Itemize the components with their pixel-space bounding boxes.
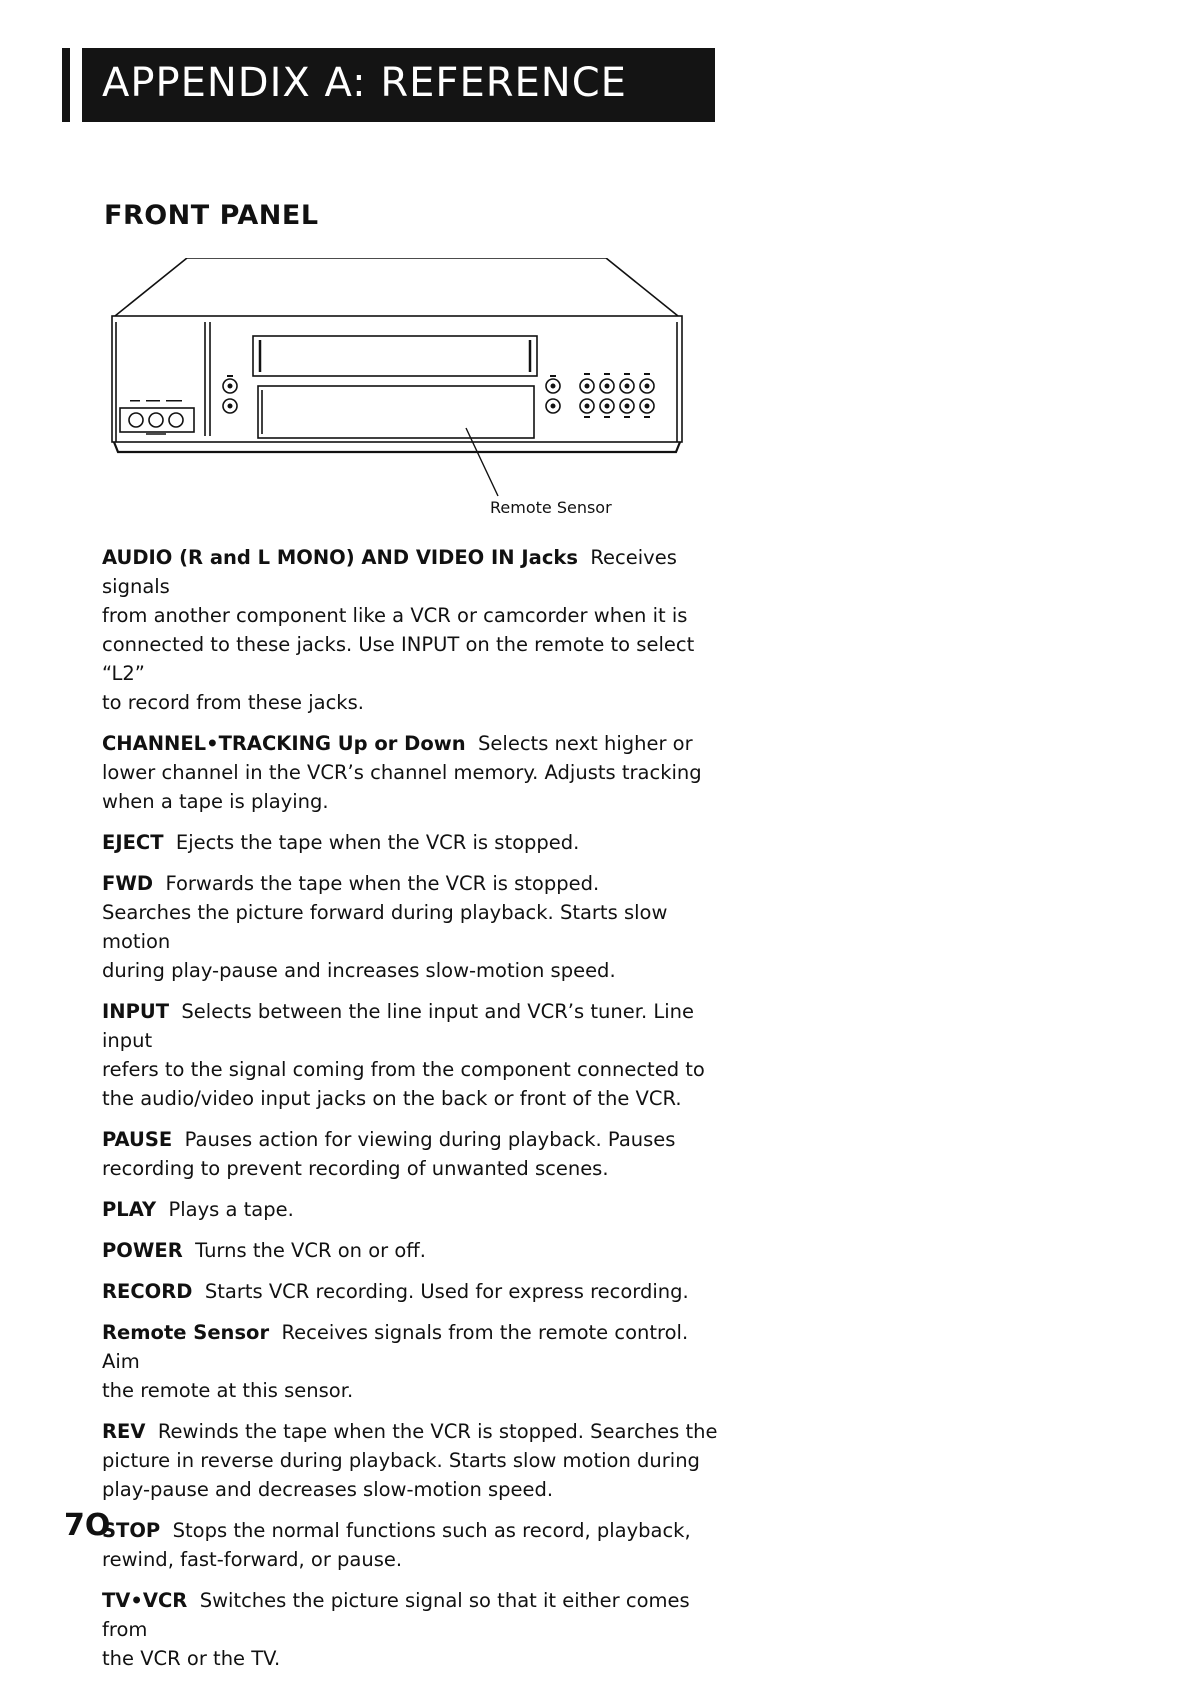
entry-description-line: rewind, fast-forward, or pause.: [102, 1548, 403, 1571]
banner-title: APPENDIX A: REFERENCE: [102, 60, 627, 106]
reference-entry: [102, 997, 727, 1113]
entry-description-line: Starts VCR recording. Used for express recording.: [204, 1280, 689, 1303]
section-title: FRONT PANEL: [104, 200, 319, 231]
jack: [149, 413, 163, 427]
entry-description-line: the audio/video input jacks on the back or front of the VCR.: [102, 1087, 682, 1110]
entry-description-line: Switches the picture signal so that it either comes from: [102, 1589, 690, 1641]
entry-description-line: Selects between the line input and VCR’s tuner. Line input: [102, 1000, 694, 1052]
entry-description-line: Receives signals from the remote control. Aim: [102, 1321, 689, 1373]
entry-description-line: Receives signals: [102, 546, 677, 598]
entry-term: POWER: [102, 1239, 183, 1262]
entry-description-line: Selects next higher or: [478, 732, 693, 755]
vcr-drawing: [110, 258, 690, 520]
reference-entries: [102, 543, 727, 1685]
tape-slot: [253, 336, 537, 376]
entry-term: PLAY: [102, 1198, 157, 1221]
entry-description-line: Searches the picture forward during playback. Starts slow motion: [102, 901, 668, 953]
reference-entry: [102, 543, 727, 717]
vcr-front-outline: [112, 316, 682, 442]
entry-description-line: connected to these jacks. Use INPUT on the remote to select “L2”: [102, 633, 695, 685]
entry-description-line: Forwards the tape when the VCR is stopped.: [165, 872, 600, 895]
reference-entry: [102, 1516, 727, 1574]
display-window: [258, 386, 534, 438]
entry-term: RECORD: [102, 1280, 193, 1303]
entry-description-line: when a tape is playing.: [102, 790, 329, 813]
reference-entry: [102, 1125, 727, 1183]
entry-description-line: the VCR or the TV.: [102, 1647, 281, 1670]
reference-entry: [102, 1586, 727, 1673]
entry-description-line: Plays a tape.: [168, 1198, 294, 1221]
entry-term: FWD: [102, 872, 154, 895]
entry-description-line: play-pause and decreases slow-motion speed.: [102, 1478, 554, 1501]
entry-description-line: the remote at this sensor.: [102, 1379, 354, 1402]
entry-description-line: Pauses action for viewing during playback. Pauses: [184, 1128, 676, 1151]
entry-term: REV: [102, 1420, 146, 1443]
reference-entry: [102, 1417, 727, 1504]
entry-description-line: recording to prevent recording of unwanted scenes.: [102, 1157, 609, 1180]
entry-term: STOP: [102, 1519, 161, 1542]
entry-term: CHANNEL•TRACKING Up or Down: [102, 732, 466, 755]
entry-term: AUDIO (R and L MONO) AND VIDEO IN Jacks: [102, 546, 578, 569]
reference-entry: [102, 1195, 727, 1224]
jack: [169, 413, 183, 427]
entry-description-line: lower channel in the VCR’s channel memory. Adjusts tracking: [102, 761, 702, 784]
entry-term: EJECT: [102, 831, 164, 854]
entry-description-line: Rewinds the tape when the VCR is stopped. Searches the: [157, 1420, 718, 1443]
remote-sensor-label: Remote Sensor: [490, 498, 612, 517]
entry-description-line: Ejects the tape when the VCR is stopped.: [175, 831, 580, 854]
entry-description-line: picture in reverse during playback. Starts slow motion during: [102, 1449, 700, 1472]
entry-term: INPUT: [102, 1000, 170, 1023]
entry-description-line: Turns the VCR on or off.: [195, 1239, 426, 1262]
vcr-front-panel-illustration: [110, 258, 690, 520]
entry-description-line: from another component like a VCR or camcorder when it is: [102, 604, 688, 627]
section-banner: [82, 48, 715, 122]
reference-entry: [102, 828, 727, 857]
entry-description-line: Stops the normal functions such as record, playback,: [172, 1519, 691, 1542]
reference-entry: [102, 1277, 727, 1306]
page-number: 7O: [64, 1508, 111, 1543]
entry-description-line: to record from these jacks.: [102, 691, 364, 714]
entry-description-line: during play-pause and increases slow-motion speed.: [102, 959, 616, 982]
reference-entry: [102, 1318, 727, 1405]
banner-edge-mark: [62, 48, 70, 122]
reference-entry: [102, 729, 727, 816]
jack: [129, 413, 143, 427]
entry-term: TV•VCR: [102, 1589, 188, 1612]
entry-description-line: refers to the signal coming from the component connected to: [102, 1058, 705, 1081]
entry-term: Remote Sensor: [102, 1321, 270, 1344]
vcr-top-outline: [115, 258, 678, 316]
entry-term: PAUSE: [102, 1128, 173, 1151]
vcr-base: [114, 442, 680, 452]
reference-entry: [102, 869, 727, 985]
reference-entry: [102, 1236, 727, 1265]
